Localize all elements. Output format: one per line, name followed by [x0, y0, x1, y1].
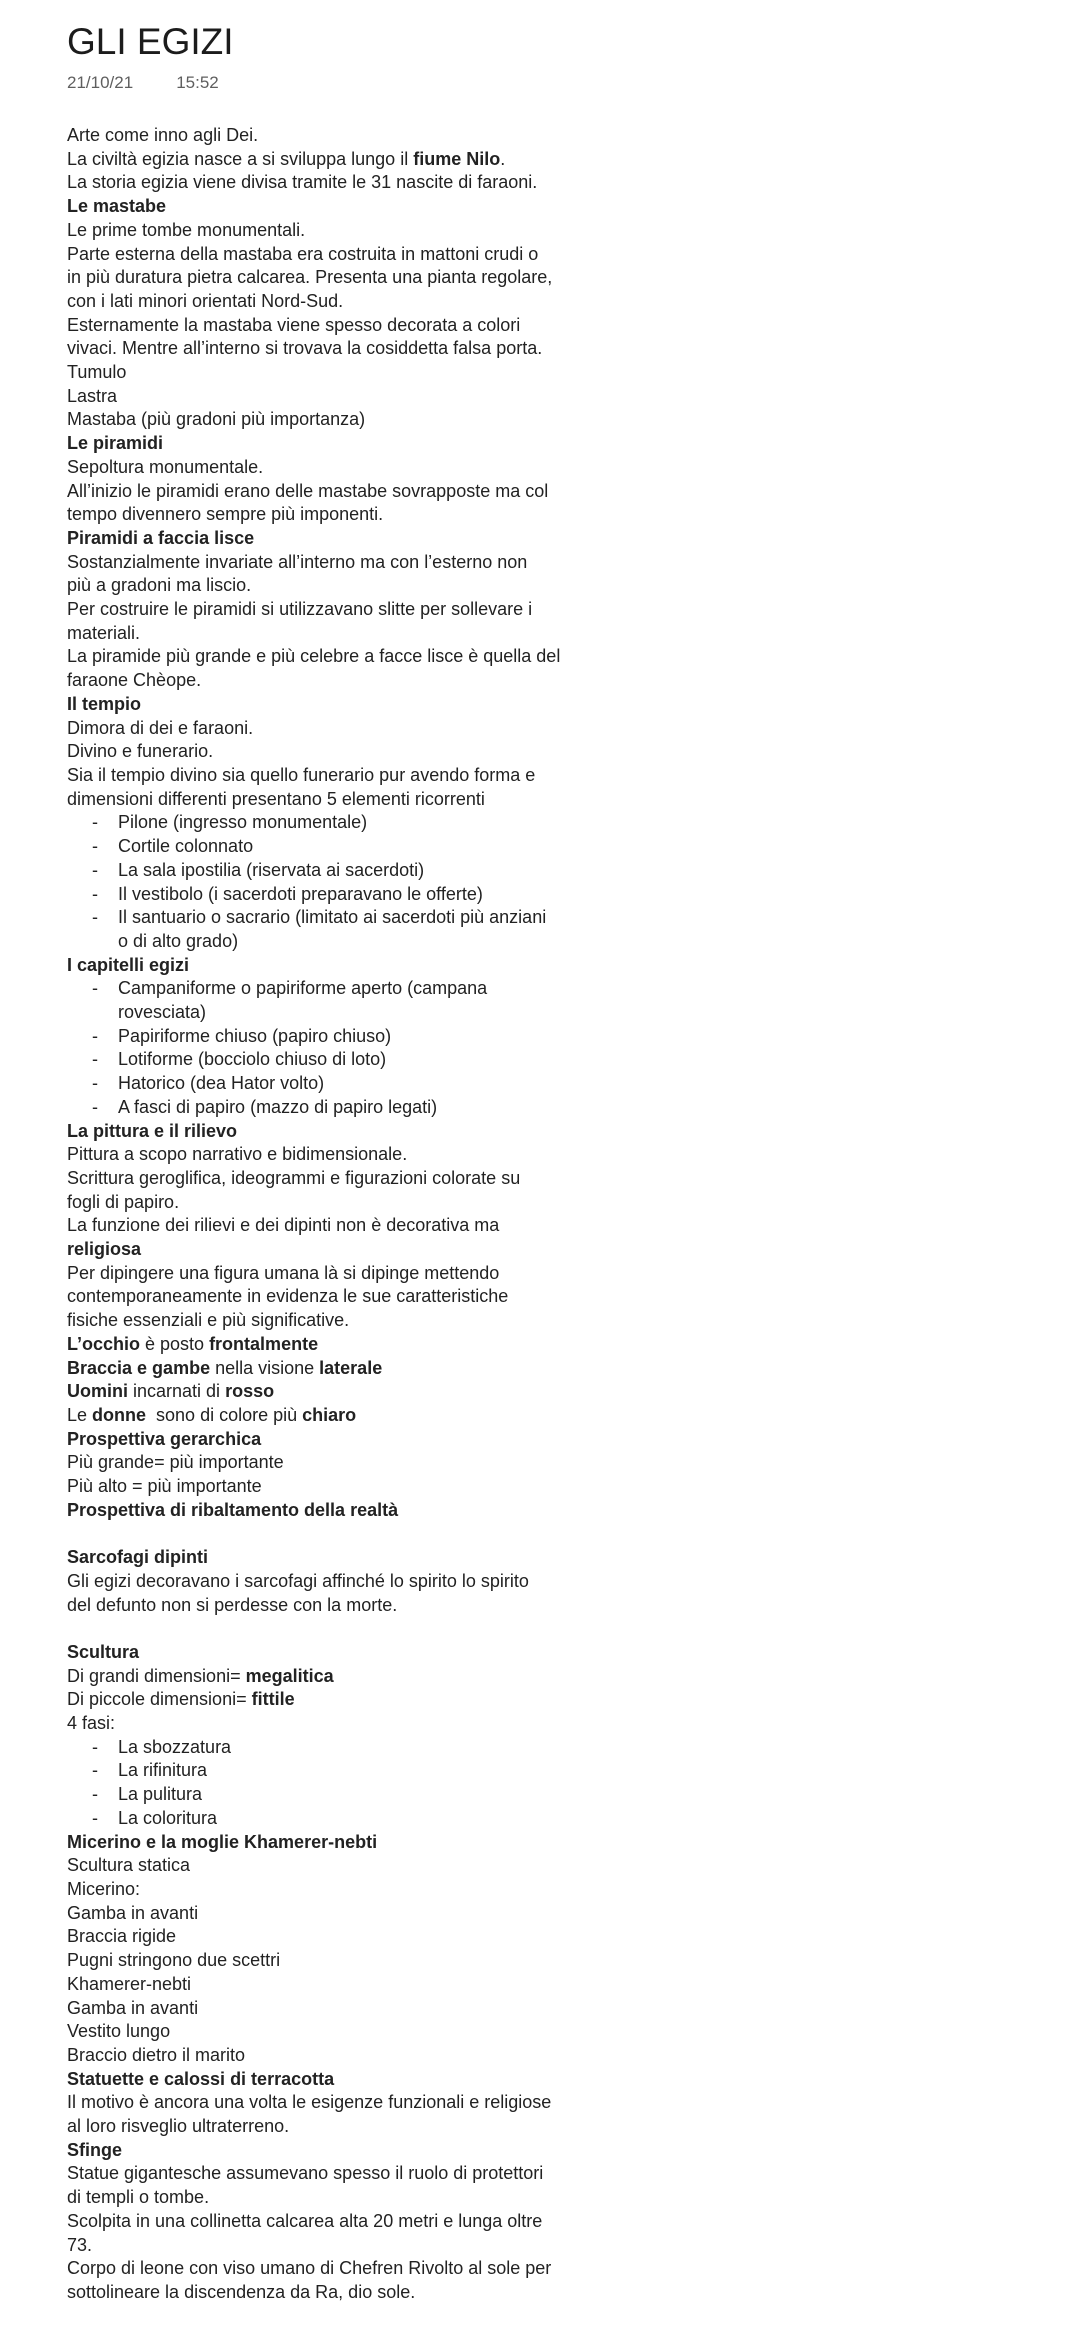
text-run: La sbozzatura: [118, 1736, 232, 1757]
text-run: fisiche essenziali e più significative.: [67, 1310, 350, 1331]
text-line: [67, 219, 1080, 243]
bullet-item: [67, 1736, 1080, 1760]
text-run: Il santuario o sacrario (limitato ai sacerdoti più anziani: [118, 907, 547, 928]
bold-text-run: Prospettiva di ribaltamento della realtà: [67, 1499, 399, 1520]
text-run: Gamba in avanti: [67, 1997, 199, 2018]
text-line: [67, 361, 1080, 385]
text-line: [67, 1309, 1080, 1333]
text-run: Hatorico (dea Hator volto): [118, 1073, 325, 1094]
text-line: [67, 954, 1080, 978]
bullet-marker: -: [92, 1096, 98, 1117]
text-run: Braccia rigide: [67, 1926, 177, 1947]
page-meta: [67, 72, 1080, 94]
text-run: sono di colore più: [146, 1404, 303, 1425]
text-line: [67, 740, 1080, 764]
text-run: contemporaneamente in evidenza le sue caratteristiche: [67, 1286, 509, 1307]
text-line: [67, 622, 1080, 646]
text-line: [67, 1143, 1080, 1167]
text-line: [67, 1997, 1080, 2021]
text-run: Corpo di leone con viso umano di Chefren Rivolto al sole per: [67, 2258, 552, 2279]
text-line: [67, 2257, 1080, 2281]
text-run: o di alto grado): [118, 930, 239, 951]
text-line: [67, 124, 1080, 148]
bold-text-run: La pittura e il rilievo: [67, 1120, 238, 1141]
text-line: [67, 408, 1080, 432]
bold-text-run: Le piramidi: [67, 433, 164, 454]
text-line: [67, 456, 1080, 480]
text-run: Braccio dietro il marito: [67, 2044, 246, 2065]
bold-text-run: rosso: [225, 1381, 275, 1402]
bullet-marker: -: [92, 978, 98, 999]
text-run: Sia il tempio divino sia quello funerario pur avendo forma e: [67, 764, 536, 785]
text-run: Gamba in avanti: [67, 1902, 199, 1923]
bullet-marker: -: [92, 1760, 98, 1781]
text-line: [67, 2162, 1080, 2186]
text-line: [67, 148, 1080, 172]
text-run: Campaniforme o papiriforme aperto (campana: [118, 978, 488, 999]
bullet-marker: -: [92, 1049, 98, 1070]
text-run: La funzione dei rilievi e dei dipinti non è decorativa ma: [67, 1215, 500, 1236]
text-line: [67, 1214, 1080, 1238]
bold-text-run: Statuette e calossi di terracotta: [67, 2068, 335, 2089]
text-line: [67, 1167, 1080, 1191]
bullet-continuation: [67, 1001, 1080, 1025]
text-line: [67, 598, 1080, 622]
text-line: [67, 2091, 1080, 2115]
text-line: [67, 243, 1080, 267]
text-line: [67, 2020, 1080, 2044]
page-time: 15:52: [176, 73, 219, 92]
text-line: [67, 1902, 1080, 1926]
text-run: Scultura statica: [67, 1855, 191, 1876]
text-run: in più duratura pietra calcarea. Presenta una pianta regolare,: [67, 267, 553, 288]
bold-text-run: chiaro: [302, 1404, 357, 1425]
text-run: Khamerer-nebti: [67, 1973, 192, 1994]
text-line: [67, 693, 1080, 717]
text-run: La coloritura: [118, 1807, 218, 1828]
text-run: Scolpita in una collinetta calcarea alta 20 metri e lunga oltre: [67, 2210, 543, 2231]
text-line: [67, 1854, 1080, 1878]
text-line: [67, 1428, 1080, 1452]
bullet-marker: -: [92, 1025, 98, 1046]
bullet-item: [67, 906, 1080, 930]
text-line: [67, 1878, 1080, 1902]
bullet-item: [67, 977, 1080, 1001]
text-run: Sepoltura monumentale.: [67, 456, 264, 477]
bullet-marker: -: [92, 836, 98, 857]
bold-text-run: fittile: [251, 1689, 295, 1710]
text-run: Vestito lungo: [67, 2021, 171, 2042]
text-line: [67, 1546, 1080, 1570]
text-line: [67, 669, 1080, 693]
bullet-item: [67, 1096, 1080, 1120]
text-line: [67, 551, 1080, 575]
text-run: Pilone (ingresso monumentale): [118, 812, 368, 833]
bullet-item: [67, 1783, 1080, 1807]
bullet-item: [67, 1025, 1080, 1049]
text-line: [67, 2044, 1080, 2068]
text-run: Pugni stringono due scettri: [67, 1950, 281, 1971]
text-run: Più alto = più importante: [67, 1476, 262, 1497]
text-run: Tumulo: [67, 362, 127, 383]
text-run: Più grande= più importante: [67, 1452, 284, 1473]
text-line: [67, 2234, 1080, 2258]
text-line: [67, 1380, 1080, 1404]
text-run: Lastra: [67, 385, 118, 406]
text-run: La pulitura: [118, 1784, 203, 1805]
text-run: è posto: [140, 1333, 210, 1354]
bold-text-run: Micerino e la moglie Khamerer-nebti: [67, 1831, 378, 1852]
text-line: [67, 480, 1080, 504]
text-run: Arte come inno agli Dei.: [67, 125, 259, 145]
text-run: Papiriforme chiuso (papiro chiuso): [118, 1025, 392, 1046]
text-run: Di grandi dimensioni=: [67, 1665, 246, 1686]
text-run: Le prime tombe monumentali.: [67, 219, 306, 240]
text-line: [67, 1191, 1080, 1215]
text-line: [67, 1357, 1080, 1381]
text-line: [67, 1285, 1080, 1309]
text-run: dimensioni differenti presentano 5 elementi ricorrenti: [67, 788, 485, 809]
text-line: [67, 1949, 1080, 1973]
text-line: [67, 574, 1080, 598]
text-run: Statue gigantesche assumevano spesso il ruolo di protettori: [67, 2163, 544, 2184]
text-run: vivaci. Mentre all’interno si trovava la cosiddetta falsa porta.: [67, 338, 543, 359]
text-run: Micerino:: [67, 1879, 141, 1899]
text-line: [67, 1831, 1080, 1855]
text-line: [67, 764, 1080, 788]
bold-text-run: Prospettiva gerarchica: [67, 1428, 262, 1449]
bold-text-run: donne: [92, 1404, 147, 1425]
text-line: [67, 788, 1080, 812]
bullet-item: [67, 883, 1080, 907]
text-line: [67, 1238, 1080, 1262]
bullet-marker: -: [92, 1784, 98, 1805]
bold-text-run: religiosa: [67, 1239, 142, 1260]
page-date: 21/10/21: [67, 73, 134, 92]
text-line: [67, 1925, 1080, 1949]
bold-text-run: Uomini: [67, 1381, 128, 1402]
text-run: Divino e funerario.: [67, 741, 214, 762]
bullet-marker: -: [92, 859, 98, 880]
text-line: [67, 2115, 1080, 2139]
bold-text-run: Piramidi a faccia lisce: [67, 527, 255, 548]
text-run: 4 fasi:: [67, 1713, 116, 1734]
bold-text-run: fiume Nilo: [413, 148, 501, 169]
text-run: Scrittura geroglifica, ideogrammi e figurazioni colorate su: [67, 1167, 521, 1188]
bullet-marker: -: [92, 812, 98, 833]
text-line: [67, 1499, 1080, 1523]
text-line: [67, 266, 1080, 290]
bold-text-run: megalitica: [245, 1665, 334, 1686]
text-run: con i lati minori orientati Nord-Sud.: [67, 290, 344, 311]
blank-line: [67, 1617, 1080, 1641]
bold-text-run: I capitelli egizi: [67, 954, 190, 975]
text-run: Per dipingere una figura umana là si dipinge mettendo: [67, 1262, 500, 1283]
text-line: [67, 1688, 1080, 1712]
text-line: [67, 1120, 1080, 1144]
text-run: Le: [67, 1404, 93, 1425]
bold-text-run: Sfinge: [67, 2139, 123, 2160]
text-line: [67, 2281, 1080, 2305]
text-line: [67, 1333, 1080, 1357]
text-run: Di piccole dimensioni=: [67, 1689, 252, 1710]
text-line: [67, 1641, 1080, 1665]
bullet-marker: -: [92, 1736, 98, 1757]
text-run: La sala ipostilia (riservata ai sacerdoti): [118, 859, 425, 880]
bold-text-run: Braccia e gambe: [67, 1357, 211, 1378]
text-run: faraone Chèope.: [67, 670, 202, 691]
text-run: Il motivo è ancora una volta le esigenze funzionali e religiose: [67, 2092, 552, 2113]
text-line: [67, 1475, 1080, 1499]
text-run: più a gradoni ma liscio.: [67, 575, 252, 596]
text-line: [67, 1665, 1080, 1689]
text-run: sottolineare la discendenza da Ra, dio sole.: [67, 2281, 416, 2302]
bullet-marker: -: [92, 1073, 98, 1094]
text-run: La rifinitura: [118, 1760, 208, 1781]
text-run: Lotiforme (bocciolo chiuso di loto): [118, 1049, 387, 1070]
text-run: al loro risveglio ultraterreno.: [67, 2116, 290, 2137]
text-run: tempo divennero sempre più imponenti.: [67, 504, 384, 525]
text-run: La piramide più grande e più celebre a facce lisce è quella del: [67, 646, 561, 667]
bullet-continuation: [67, 930, 1080, 954]
text-run: rovesciata): [118, 1002, 207, 1023]
text-line: [67, 337, 1080, 361]
bullet-item: [67, 1807, 1080, 1831]
bullet-item: [67, 1759, 1080, 1783]
text-run: Per costruire le piramidi si utilizzavano slitte per sollevare i: [67, 599, 533, 620]
bold-text-run: laterale: [319, 1357, 383, 1378]
text-run: nella visione: [210, 1357, 320, 1378]
text-line: [67, 2186, 1080, 2210]
text-run: 73.: [67, 2234, 93, 2255]
text-line: [67, 2068, 1080, 2092]
text-line: [67, 1973, 1080, 1997]
text-run: Dimora di dei e faraoni.: [67, 717, 254, 738]
blank-line: [67, 1522, 1080, 1546]
text-line: [67, 1451, 1080, 1475]
text-run: Esternamente la mastaba viene spesso decorata a colori: [67, 314, 521, 335]
text-run: Cortile colonnato: [118, 836, 254, 857]
text-run: Pittura a scopo narrativo e bidimensionale.: [67, 1144, 408, 1165]
bold-text-run: L’occhio: [67, 1333, 141, 1354]
bullet-item: [67, 859, 1080, 883]
text-line: [67, 385, 1080, 409]
text-line: [67, 717, 1080, 741]
text-run: La storia egizia viene divisa tramite le 31 nascite di faraoni.: [67, 172, 538, 193]
bullet-item: [67, 835, 1080, 859]
text-run: All’inizio le piramidi erano delle mastabe sovrapposte ma col: [67, 480, 549, 501]
bullet-item: [67, 1048, 1080, 1072]
text-line: [67, 171, 1080, 195]
text-run: Gli egizi decoravano i sarcofagi affinché lo spirito lo spirito: [67, 1570, 529, 1591]
text-line: [67, 1712, 1080, 1736]
bold-text-run: Sarcofagi dipinti: [67, 1547, 209, 1568]
bold-text-run: Il tempio: [67, 693, 142, 714]
text-line: [67, 290, 1080, 314]
bullet-item: [67, 1072, 1080, 1096]
text-run: di templi o tombe.: [67, 2187, 210, 2208]
text-run: Sostanzialmente invariate all’interno ma con l’esterno non: [67, 551, 528, 572]
text-line: [67, 2210, 1080, 2234]
text-run: Mastaba (più gradoni più importanza): [67, 409, 366, 430]
bold-text-run: frontalmente: [209, 1333, 319, 1354]
text-run: La civiltà egizia nasce a si sviluppa lungo il: [67, 148, 414, 169]
bullet-item: [67, 811, 1080, 835]
text-run: .: [500, 148, 506, 169]
text-line: [67, 1262, 1080, 1286]
text-line: [67, 1570, 1080, 1594]
text-line: [67, 432, 1080, 456]
document-body: [67, 124, 1080, 2305]
bullet-marker: -: [92, 883, 98, 904]
text-run: Il vestibolo (i sacerdoti preparavano le offerte): [118, 883, 483, 904]
text-line: [67, 503, 1080, 527]
text-run: A fasci di papiro (mazzo di papiro legati): [118, 1096, 438, 1117]
page-title: GLI EGIZI: [67, 21, 234, 62]
bullet-marker: -: [92, 907, 98, 928]
text-line: [67, 645, 1080, 669]
text-line: [67, 1404, 1080, 1428]
text-line: [67, 195, 1080, 219]
text-line: [67, 314, 1080, 338]
bullet-marker: -: [92, 1807, 98, 1828]
text-run: Parte esterna della mastaba era costruita in mattoni crudi o: [67, 243, 539, 264]
text-line: [67, 1594, 1080, 1618]
text-line: [67, 2139, 1080, 2163]
text-run: del defunto non si perdesse con la morte.: [67, 1594, 398, 1615]
bold-text-run: Scultura: [67, 1641, 140, 1662]
text-run: incarnati di: [128, 1381, 226, 1402]
text-run: materiali.: [67, 622, 141, 643]
text-line: [67, 527, 1080, 551]
text-run: fogli di papiro.: [67, 1191, 180, 1212]
bold-text-run: Le mastabe: [67, 196, 167, 217]
